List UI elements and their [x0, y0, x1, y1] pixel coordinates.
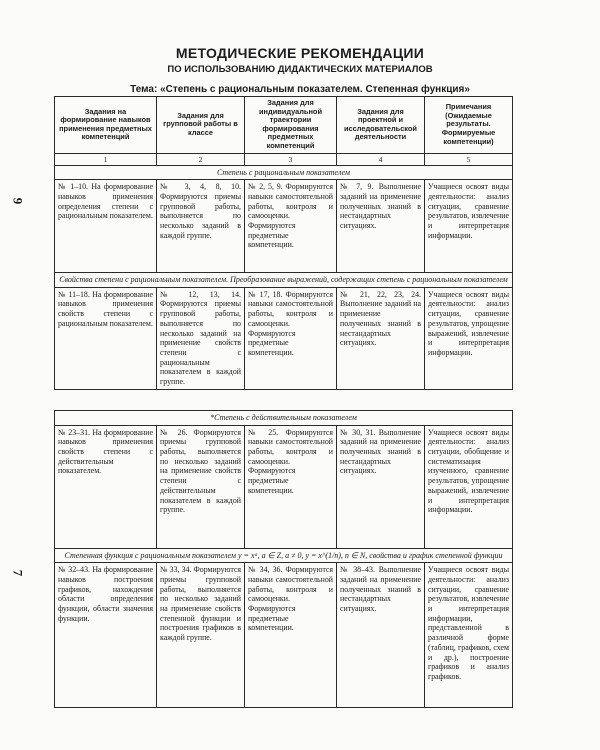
- column-number: 2: [157, 153, 245, 165]
- column-number: 4: [337, 153, 425, 165]
- table-cell: № 38–43. Выполнение заданий на применение полученных знаний в нестандартных ситуациях.: [337, 563, 425, 708]
- column-header: Задания на формирование навыков применения предметных компетенций: [55, 97, 157, 154]
- table-cell: № 1–10. На формирование навыков применения определения степени с рациональным показателем.: [55, 180, 157, 273]
- column-header: Задания для проектной и исследовательской деятельности: [337, 97, 425, 154]
- column-number: 1: [55, 153, 157, 165]
- section-heading: Степенная функция с рациональным показателем y = xᵃ, a ∈ Z, a ≠ 0, y = x^(1/n), n ∈ N, свойства и график степенной функции: [55, 548, 513, 563]
- column-header: Примечания (Ожидаемые результаты. Формируемые компетенции): [425, 97, 513, 154]
- table-cell: № 21, 22, 23, 24. Выполнение заданий на применение полученных знаний в нестандартных ситуациях.: [337, 287, 425, 389]
- document-subtitle: ПО ИСПОЛЬЗОВАНИЮ ДИДАКТИЧЕСКИХ МАТЕРИАЛОВ: [167, 64, 433, 75]
- table-cell: № 7, 9. Выполнение заданий на применение полученных знаний в нестандартных ситуациях.: [337, 180, 425, 273]
- table-row: [55, 180, 513, 273]
- table-cell: Учащиеся освоят виды деятельности: анализ ситуации, сравнение результатов, упрощение выражений, извлечение и интерпретация информации.: [425, 287, 513, 389]
- table-cell: Учащиеся освоят виды деятельности: анализ ситуации, обобщение и систематизация изученного, сравнение результатов, упрощение выражений, извлечение и интерпретация информации.: [425, 425, 513, 548]
- topic-heading: Тема: «Степень с рациональным показателем. Степенная функция»: [130, 84, 470, 95]
- table-cell: № 30, 31. Выполнение заданий на применение полученных знаний в нестандартных ситуациях.: [337, 425, 425, 548]
- table-cell: № 23–31. На формирование навыков применения свойств степени с действительным показателем.: [55, 425, 157, 548]
- table-cell: № 17, 18. Формируются навыки самостоятельной работы, контроля и самооценки. Формируются предметные компетенции.: [245, 287, 337, 389]
- table-cell: № 11–18. На формирование навыков применения свойств степени с рациональным показателем.: [55, 287, 157, 389]
- table-cell: № 26. Формируются приемы групповой работы, выполняется по несколько заданий на применение свойств степени с действительным показателем в каждой группе.: [157, 425, 245, 548]
- section-heading-row: [55, 411, 513, 426]
- section-heading: Степень с рациональным показателем: [55, 165, 513, 180]
- column-number-row: [55, 153, 513, 165]
- column-number: 5: [425, 153, 513, 165]
- document-title: МЕТОДИЧЕСКИЕ РЕКОМЕНДАЦИИ: [175, 45, 425, 61]
- methodology-table-lower: [54, 410, 513, 708]
- column-number: 3: [245, 153, 337, 165]
- table-row: [55, 287, 513, 389]
- table-cell: № 2, 5, 9. Формируются навыки самостоятельной работы, контроля и самооценки. Формируются предметные компетенции.: [245, 180, 337, 273]
- table-header-row: [55, 97, 513, 154]
- table-cell: № 3, 4, 8, 10. Формируются приемы групповой работы, выполняется по несколько заданий в каждой группе.: [157, 180, 245, 273]
- table-cell: № 33, 34. Формируются приемы групповой работы, выполняется по несколько заданий на применение свойств степенной функции и построения графиков в каждой группе.: [157, 563, 245, 708]
- column-header: Задания для индивидуальной траектории формирования предметных компетенций: [245, 97, 337, 154]
- methodology-table-upper: [54, 96, 513, 390]
- page-number-lower: 7: [10, 569, 26, 577]
- section-heading-row: [55, 273, 513, 288]
- table-cell: Учащиеся освоят виды деятельности: анализ ситуации, сравнение результатов, извлечение и интерпретация информации.: [425, 180, 513, 273]
- section-heading-row: [55, 165, 513, 180]
- section-heading: Свойства степени с рациональным показателем. Преобразование выражений, содержащих степень с рациональным показателем: [55, 273, 513, 288]
- page-number-upper: 9: [10, 197, 26, 205]
- table-cell: № 25. Формируются навыки самостоятельной работы, контроля и самооценки. Формируются предметные компетенции.: [245, 425, 337, 548]
- table-cell: № 32–43. На формирование навыков построения графиков, нахождения области определения функции, области значения функции.: [55, 563, 157, 708]
- section-heading: *Степень с действительным показателем: [55, 411, 513, 426]
- table-cell: № 34, 36. Формируются навыки самостоятельной работы, контроля и самооценки. Формируются предметные компетенции.: [245, 563, 337, 708]
- table-row: [55, 425, 513, 548]
- column-header: Задания для групповой работы в классе: [157, 97, 245, 154]
- table-cell: Учащиеся освоят виды деятельности: анализ ситуации, сравнение результатов, извлечение и интерпретация информации, представленной в различной форме (таблиц, графиков, схем и др.), построение графиков и анализ графиков.: [425, 563, 513, 708]
- section-heading-row: [55, 548, 513, 563]
- table-cell: № 12, 13, 14. Формируются приемы групповой работы, выполняется по несколько заданий на применение свойств степени с рациональным показателем в каждой группе.: [157, 287, 245, 389]
- table-row: [55, 563, 513, 708]
